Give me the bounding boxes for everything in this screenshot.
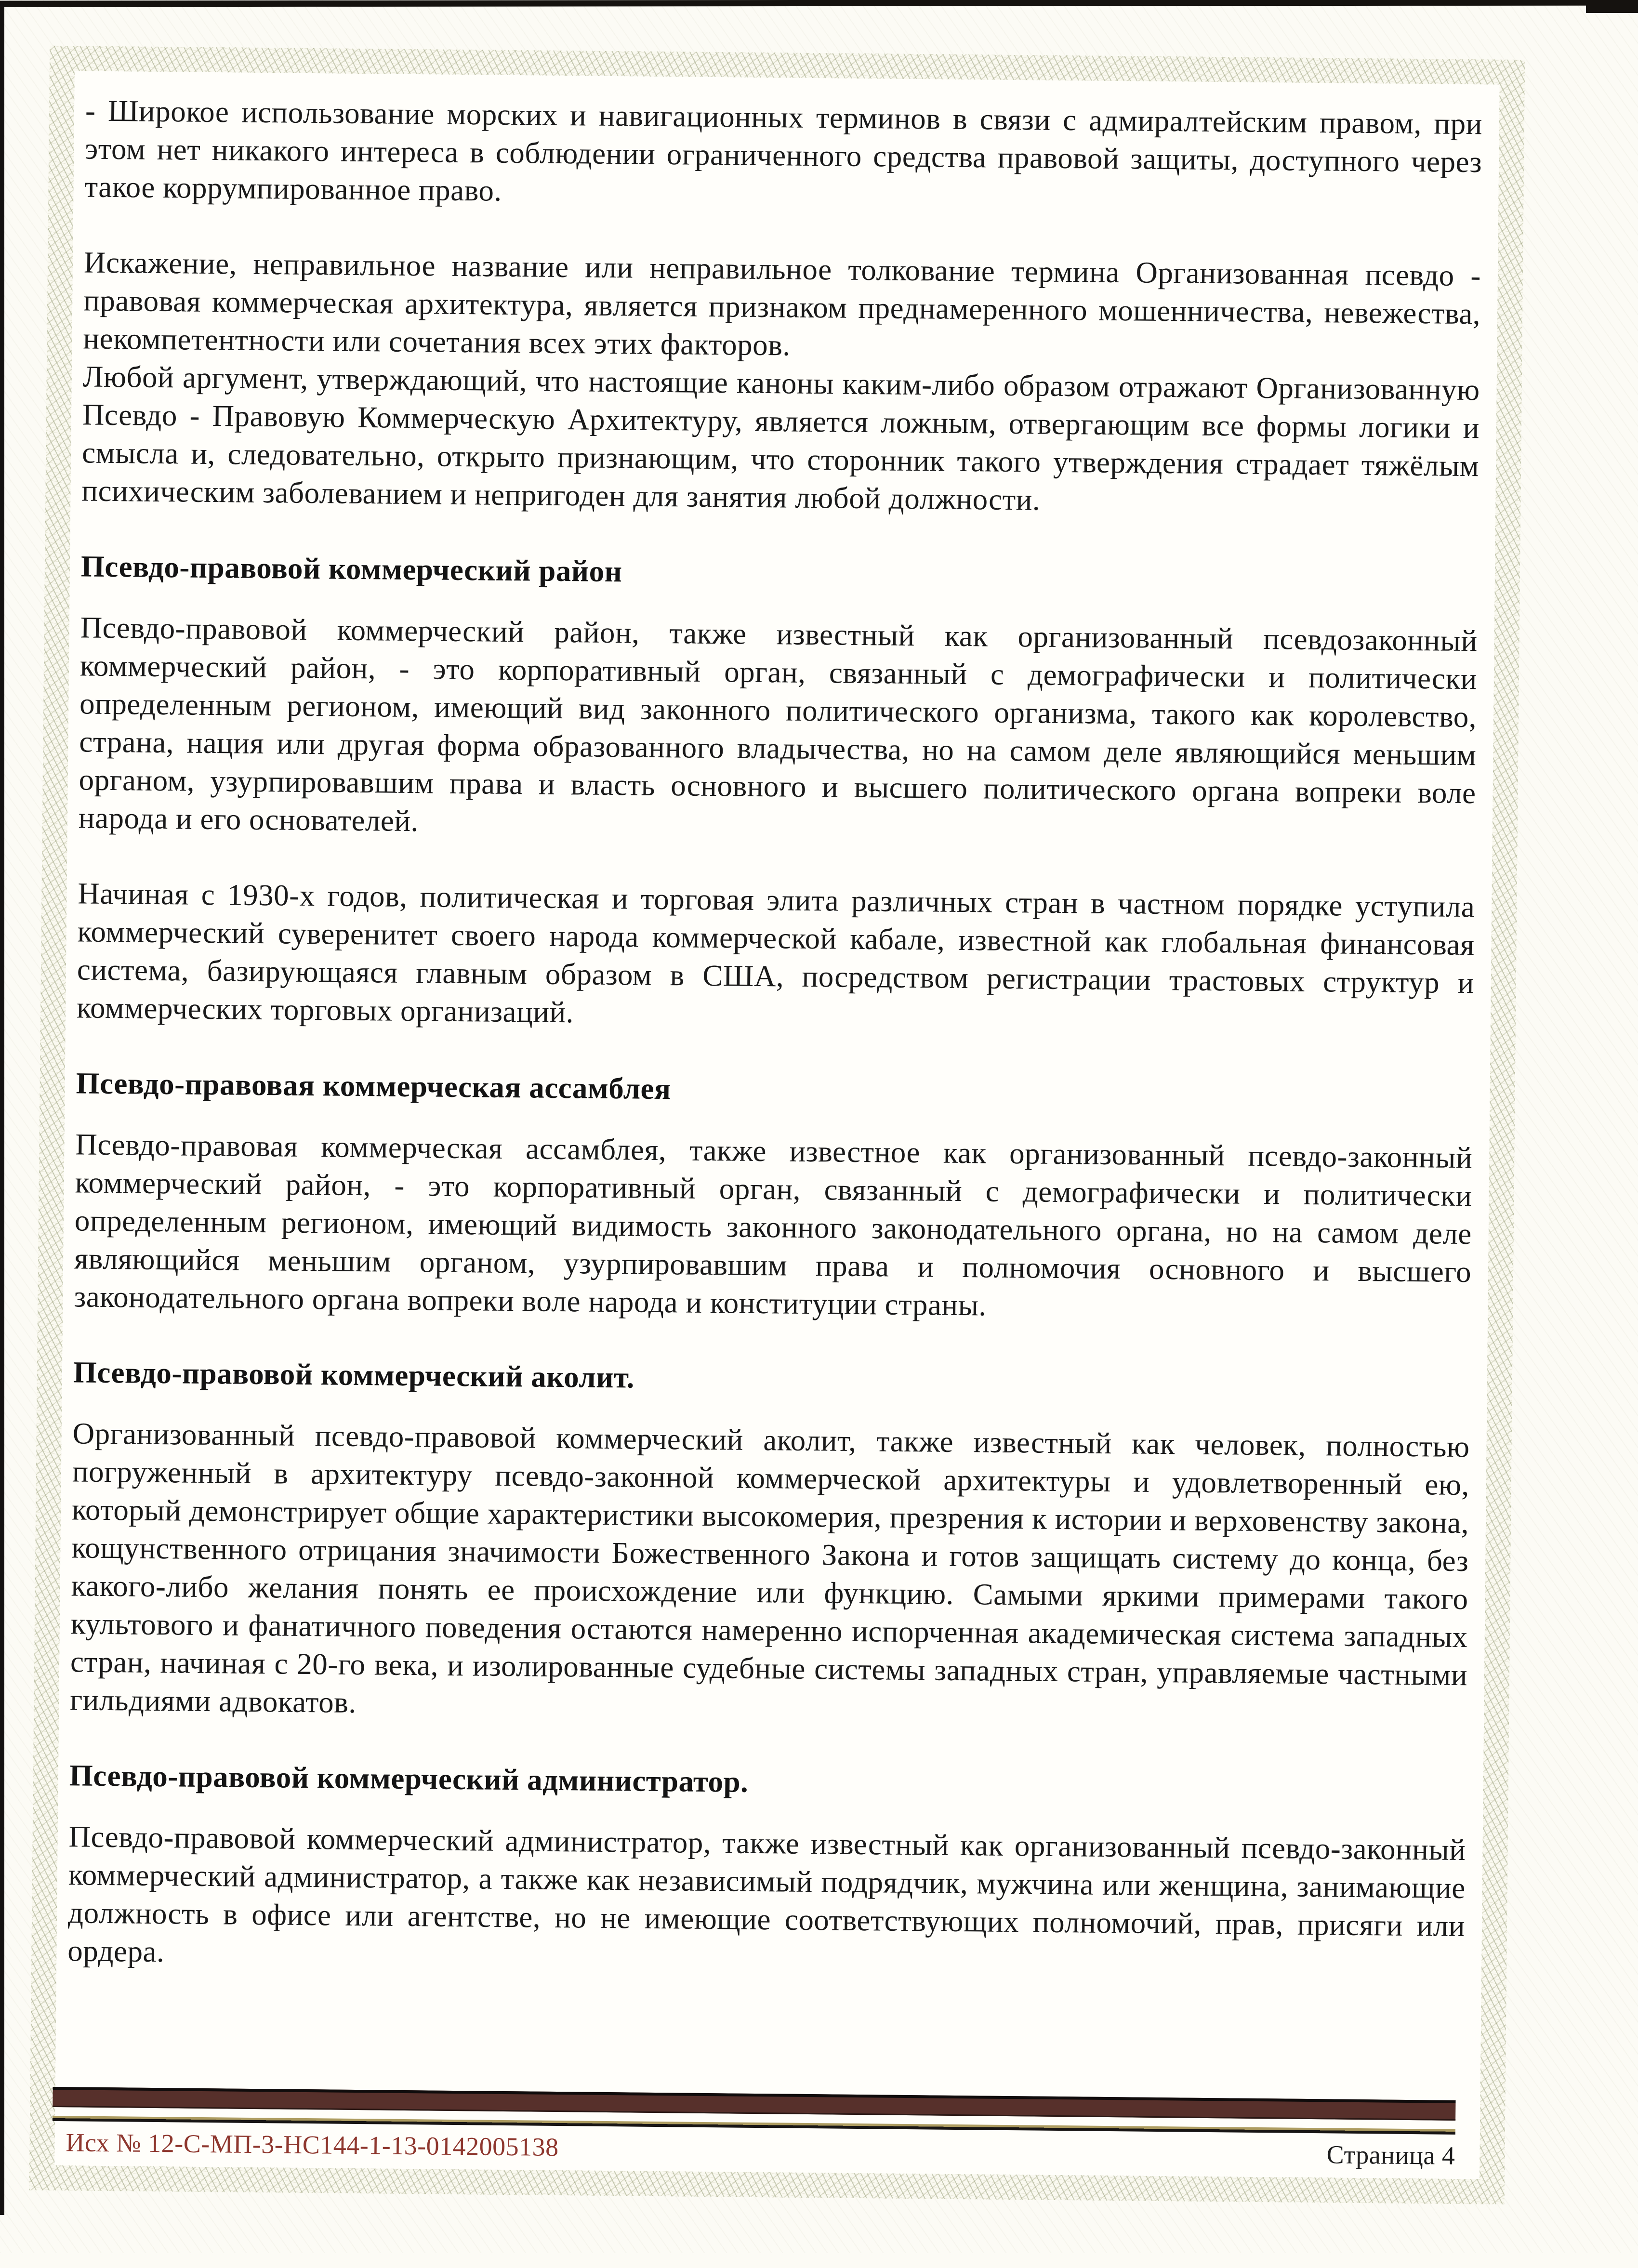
body-paragraph: Псевдо-правовой коммерческий администратор, также известный как организованный псевдо-законный коммерческий администратор, а также как независимый подрядчик, мужчина или женщина, занимающие должность в офисе или агентстве, но не имеющие соответствующих полномочий, прав, присяги или ордера. bbox=[67, 1820, 1466, 1969]
section-heading: Псевдо-правовая коммерческая ассамблея bbox=[76, 1066, 672, 1106]
document-body bbox=[67, 72, 1482, 2021]
body-paragraph: - Широкое использование морских и навигационных терминов в связи с адмиралтейским правом, при этом нет никакого интереса в соблюдении ограниченного средства правовой защиты, доступного через такое коррумпированное право. bbox=[84, 93, 1483, 208]
section-heading: Псевдо-правовой коммерческий район bbox=[80, 549, 622, 589]
scan-edge-top-right bbox=[1586, 0, 1638, 13]
body-paragraph: Организованный псевдо-правовой коммерческий аколит, также известный как человек, полностью погруженный в архитектуру псевдо-законной коммерческой архитектуры и удовлетворенный ею, который демонстрирует общие характеристики высокомерия, презрения к истории и верховенству закона, кощунственного отрицания значимости Божественного Закона и готов защищать систему до конца, без какого-либо желания понять ее происхождение или функцию. Самыми яркими примерами такого культового и фанатичного поведения остаются намеренно испорченная академическая система западных стран, начиная с 20-го века, и изолированные судебные системы западных стран, управляемые частными гильдиями адвокатов. bbox=[70, 1416, 1470, 1720]
section-heading: Псевдо-правовой коммерческий аколит. bbox=[73, 1355, 635, 1395]
outgoing-reference-number: Исх № 12-С-МП-3-НС144-1-13-0142005138 bbox=[66, 2128, 559, 2162]
body-paragraph: Искажение, неправильное название или неправильное толкование термина Организованная псевдо - правовая коммерческая архитектура, является признаком преднамеренного мошенничества, невежества, некомпетентности или сочетания всех этих факторов. bbox=[83, 245, 1481, 362]
page-number: Страница 4 bbox=[1326, 2140, 1455, 2170]
body-paragraph: Начиная с 1930-х годов, политическая и торговая элита различных стран в частном порядке уступила коммерческий суверенитет своего народа коммерческой кабале, известной как глобальная финансовая система, базирующаяся главным образом в США, посредством регистрации трастовых структур и коммерческих торговых организаций. bbox=[76, 876, 1475, 1029]
section-heading: Псевдо-правовой коммерческий администратор. bbox=[69, 1758, 749, 1799]
body-paragraph: Псевдо-правовая коммерческая ассамблея, также известное как организованный псевдо-законный коммерческий район, - это корпоративный орган, связанный с демографически и политически определенным регионом, имеющий видимость законного законодательного органа, но на самом деле являющийся меньшим органом, узурпировавшим права и полномочия основного и высшего законодательного органа вопреки воле народа и конституции страны. bbox=[74, 1127, 1473, 1322]
body-paragraph: Псевдо-правовой коммерческий район, также известный как организованный псевдозаконный коммерческий район, - это корпоративный орган, связанный с демографически и политически определенным регионом, имеющий вид законного политического организма, такого как королевство, страна, нация или другая форма образованного владычества, но на самом деле являющийся меньшим органом, узурпировавшим права и власть основного и высшего политического органа вопреки воле народа и его основателей. bbox=[78, 610, 1478, 838]
body-paragraph: Любой аргумент, утверждающий, что настоящие каноны каким-либо образом отражают Организованную Псевдо - Правовую Коммерческую Архитектуру, является ложным, отвергающим все формы логики и смысла и, следовательно, открыто признающим, что сторонник такого утверждения страдает тяжёлым психическим заболеванием и непригоден для занятия любой должности. bbox=[81, 359, 1480, 517]
